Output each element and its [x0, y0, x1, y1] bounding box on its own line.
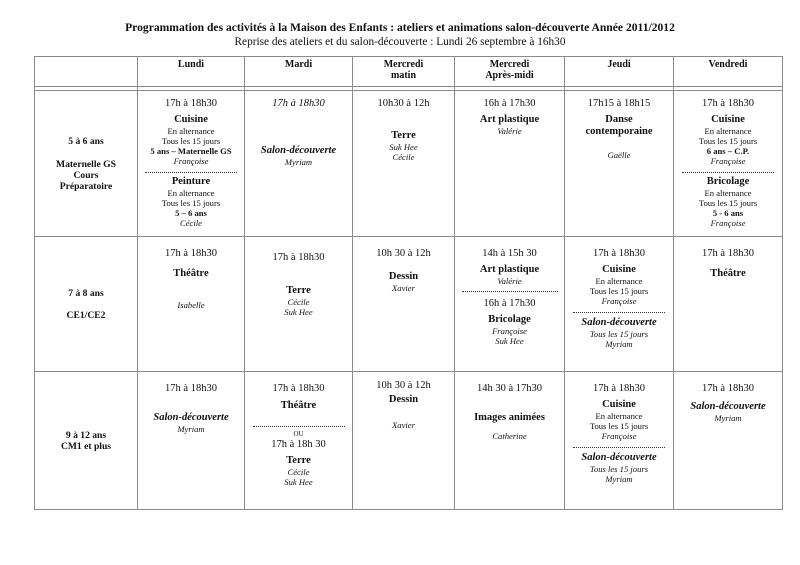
- header-corner: [35, 57, 138, 87]
- cell-mardi: 17h à 18h30 Terre Cécile Suk Hee: [245, 237, 353, 372]
- cell-mercredi-apres-midi: 16h à 17h30 Art plastique Valérie: [455, 91, 565, 237]
- cell-jeudi: 17h à 18h30 Cuisine En alternance Tous les 15 jours Françoise Salon-découverte Tous les 15 jours Myriam: [565, 372, 674, 510]
- row-5-6-ans: [35, 91, 783, 237]
- cell-mercredi-apres-midi: 14h 30 à 17h30 Images animées Catherine: [455, 372, 565, 510]
- header-vendredi: Vendredi: [674, 57, 783, 87]
- cell-lundi: 17h à 18h30 Salon-découverte Myriam: [138, 372, 245, 510]
- header-mercredi-matin: Mercredi matin: [353, 57, 455, 87]
- row-label: 5 à 6 ans Maternelle GS Cours Préparatoire: [35, 91, 138, 237]
- cell-mardi: 17h à 18h30 Salon-découverte Myriam: [245, 91, 353, 237]
- separator: [462, 291, 558, 292]
- separator: [145, 172, 237, 173]
- separator: [682, 172, 774, 173]
- row-label: 7 à 8 ans CE1/CE2: [35, 237, 138, 372]
- header-mercredi-apres-midi: Mercredi Après-midi: [455, 57, 565, 87]
- cell-mercredi-matin: 10h 30 à 12h Dessin Xavier: [353, 372, 455, 510]
- document-subtitle: Reprise des ateliers et du salon-découverte : Lundi 26 septembre à 16h30: [234, 36, 566, 48]
- cell-jeudi: 17h à 18h30 Cuisine En alternance Tous les 15 jours Françoise Salon-découverte Tous les 15 jours Myriam: [565, 237, 674, 372]
- cell-mercredi-matin: 10h30 à 12h Terre Suk Hee Cécile: [353, 91, 455, 237]
- cell-vendredi: 17h à 18h30 Salon-découverte Myriam: [674, 372, 783, 510]
- header-lundi: Lundi: [138, 57, 245, 87]
- cell-lundi: 17h à 18h30 Théâtre Isabelle: [138, 237, 245, 372]
- cell-mercredi-apres-midi: 14h à 15h 30 Art plastique Valérie 16h à 17h30 Bricolage Françoise Suk Hee: [455, 237, 565, 372]
- separator: [253, 426, 345, 427]
- cell-jeudi: 17h15 à 18h15 Danse contemporaine Gaëlle: [565, 91, 674, 237]
- cell-vendredi: 17h à 18h30 Théâtre: [674, 237, 783, 372]
- separator: [573, 312, 665, 313]
- header-mardi: Mardi: [245, 57, 353, 87]
- document-title: Programmation des activités à la Maison des Enfants : ateliers et animations salon-découverte Année 2011/2012: [125, 21, 675, 34]
- header-jeudi: Jeudi: [565, 57, 674, 87]
- cell-mercredi-matin: 10h 30 à 12h Dessin Xavier: [353, 237, 455, 372]
- row-7-8-ans: [35, 237, 783, 372]
- schedule-table: [34, 56, 783, 510]
- cell-mardi: 17h à 18h30 Théâtre OU 17h à 18h 30 Terre Cécile Suk Hee: [245, 372, 353, 510]
- cell-vendredi: 17h à 18h30 Cuisine En alternance Tous les 15 jours 6 ans – C.P. Françoise Bricolage En alternance Tous les 15 jours 5 - 6 ans Françoise: [674, 91, 783, 237]
- cell-lundi: 17h à 18h30 Cuisine En alternance Tous les 15 jours 5 ans – Maternelle GS Françoise Peinture En alternance Tous les 15 jours 5 – 6 ans Cécile: [138, 91, 245, 237]
- row-9-12-ans: [35, 372, 783, 510]
- separator: [573, 447, 665, 448]
- row-label: 9 à 12 ans CM1 et plus: [35, 372, 138, 510]
- header-row: [35, 57, 783, 87]
